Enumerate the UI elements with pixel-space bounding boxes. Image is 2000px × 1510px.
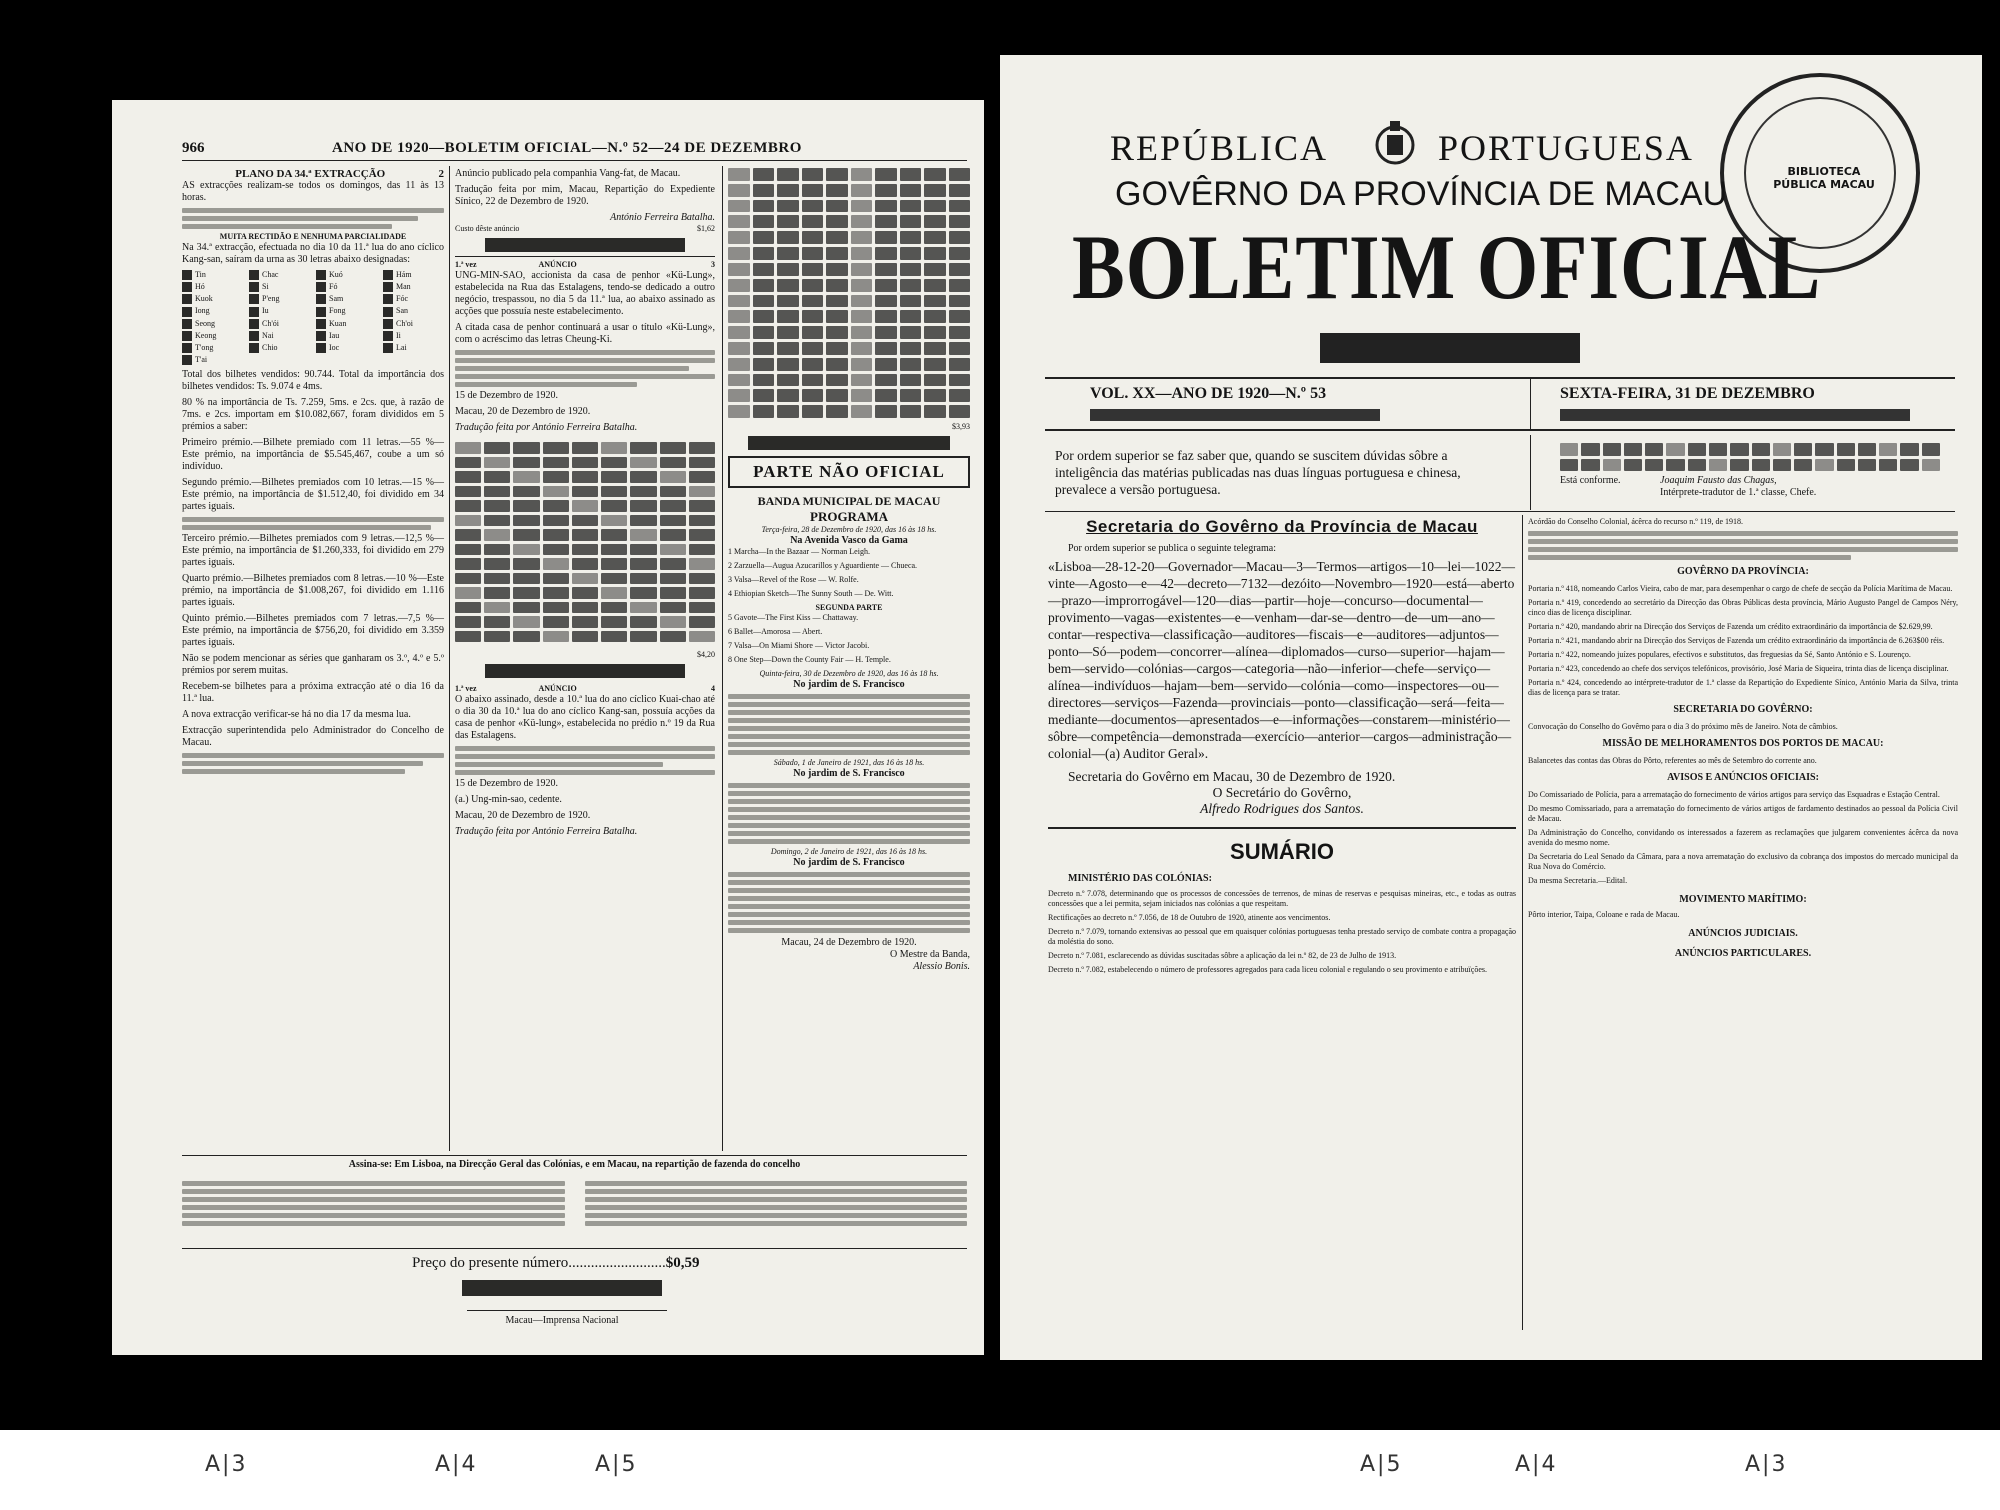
acordao: Acórdão do Conselho Colonial, ácêrca do recurso n.º 119, de 1918. [1528, 517, 1744, 526]
right-page [1000, 55, 1982, 1360]
lottery-para: Na 34.ª extracção, efectuada no dia 10 da 11.ª lua do ano cíclico Kang-san, saíram da urna as 30 letras abaixo designadas: [182, 242, 444, 265]
program-item: 7 Valsa—On Miami Shore — Victor Jacobi. [728, 641, 870, 650]
aviso-item: Do mesmo Comissariado, para a arrematação do fornecimento de vários artigos de fardamento destinados ao pessoal da Polícia Civil de Macau. [1528, 804, 1958, 823]
ann-top-text: Anúncio publicado pela companhia Vang-fat, de Macau. [455, 168, 681, 179]
segunda-parte: SEGUNDA PARTE [815, 603, 883, 612]
portaria-item: Portaria n.º 419, concedendo ao secretário da Direcção das Obras Públicas desta província, Mário Augusto Pangel de Campos Néry, cinco dias de licença disciplinar. [1528, 598, 1958, 617]
ann-text-2: A citada casa de penhor continuará a usar o título «Kü-Lung», com o acréscimo das letras Cheung-Ki. [455, 322, 715, 345]
prize-5: Quinto prémio.—Bilhetes premiados com 7 letras.—7,5 %—Este prémio, na importância de $756,20, foi dividido em 3.359 partes iguais. [182, 613, 444, 649]
lottery-letter-name: Chac [262, 270, 279, 279]
secretaria-date: Secretaria do Govêrno em Macau, 30 de Dezembro de 1920. [1068, 769, 1396, 784]
portaria-item: Portaria n.º 423, concedendo ao chefe dos serviços telefónicos, provisório, José Maria de Siqueira, trinta dias de licença disciplinar. [1528, 664, 1949, 673]
lottery-letter [249, 319, 310, 329]
portaria-item: Portaria n.º 424, concedendo ao intérprete-tradutor de 1.ª classe da Repartição do Expediente Sínico, António Maria da Silva, trinta dias de licença para se tratar. [1528, 678, 1958, 697]
ann-vez: 1.ª vez [455, 260, 477, 269]
aviso-item: Da Administração do Concelho, convidando os interessados a fazerem as reclamações que julgarem convenientes ácêrca da nova avenida do mesmo nome. [1528, 828, 1958, 847]
lottery-letter [316, 294, 377, 304]
movimento-heading: MOVIMENTO MARÍTIMO: [1679, 894, 1807, 905]
lottery-letter [182, 270, 243, 280]
program-item: 4 Ethiopian Sketch—The Sunny South — De. Witt. [728, 589, 894, 598]
lottery-letter-name: San [396, 306, 408, 316]
republica-right: PORTUGUESA [1438, 128, 1694, 168]
conforme-role: Intérprete-tradutor de 1.ª classe, Chefe. [1660, 487, 1817, 498]
ann2-date: 15 de Dezembro de 1920. [455, 778, 559, 789]
lottery-letter [383, 331, 444, 341]
preco-value: $0,59 [665, 1255, 700, 1271]
ann2-label: ANÚNCIO [538, 684, 577, 693]
imprensa: Macau—Imprensa Nacional [505, 1315, 619, 1326]
lottery-letter [383, 306, 444, 316]
film-mark-3: A|5 [595, 1452, 638, 1477]
chinese-masthead [1320, 333, 1580, 363]
chinese-notice [1560, 443, 1940, 471]
secretaria-gov-text: Convocação do Conselho do Govêrno para o dia 3 do próximo mês de Janeiro. Nota de câmbios. [1528, 722, 1838, 731]
ann-sig: Macau, 20 de Dezembro de 1920. [455, 406, 591, 417]
ann2-trad: Tradução feita por António Ferreira Batalha. [455, 826, 638, 837]
lottery-letter-name: Si [262, 282, 269, 292]
custo-price-3: $3,93 [952, 422, 970, 431]
film-mark-6: A|3 [1745, 1452, 1788, 1477]
missao-text: Balancetes das contas das Obras do Pôrto, referentes ao mês de Setembro do corrente ano. [1528, 756, 1817, 765]
lottery-intro: AS extracções realizam-se todos os domingos, das 11 às 13 horas. [182, 180, 444, 203]
lottery-letter-name: Kuó [329, 270, 343, 279]
aviso-item: Da mesma Secretaria.—Edital. [1528, 876, 1628, 885]
ann2-sig: (a.) Ung-min-sao, cedente. [455, 794, 562, 805]
lottery-title: PLANO DA 34.ª EXTRACÇÃO [235, 168, 386, 180]
sumario-item: Rectificações ao decreto n.º 7.056, de 18 de Outubro de 1920, atinente aos vencimentos. [1048, 913, 1331, 922]
program-item: 5 Gavote—The First Kiss — Chattaway. [728, 613, 859, 622]
assina-line: Assina-se: Em Lisboa, na Direcção Geral das Colónias, e em Macau, na repartição de fazenda do concelho [348, 1159, 801, 1170]
ann-date: 15 de Dezembro de 1920. [455, 390, 559, 401]
lottery-letter [383, 294, 444, 304]
lottery-letter [316, 270, 377, 280]
prize-1: Primeiro prémio.—Bilhete premiado com 11 letras.—55 %—Este prémio, na importância de $5.545,467, coube a um só indivíduo. [182, 437, 444, 473]
lottery-letter [383, 270, 444, 280]
program-list-1b [728, 613, 970, 665]
lottery-letter [182, 282, 243, 292]
ann-trad: Tradução feita por António Ferreira Batalha. [455, 422, 638, 433]
lottery-number: 2 [438, 168, 444, 180]
sumario-item: Decreto n.º 7.078, determinando que os processos de concessões de terrenos, de minas de reservas e pesquisas mineiras, etc., e todas as outras concessões que a lei permita, sejam iniciados nas colónias a que respeitam. [1048, 889, 1516, 908]
governo-provincia-heading: GOVÊRNO DA PROVÍNCIA: [1677, 566, 1809, 577]
ann2-vez: 1.ª vez [455, 684, 477, 693]
section-title: PARTE NÃO OFICIAL [753, 462, 945, 481]
lottery-letter-name: Hó [195, 282, 205, 292]
prize-3: Terceiro prémio.—Bilhetes premiados com 9 letras.—12,5 %—Este prémio, na importância de $1.260,333, foi dividido em 279 partes iguais. [182, 533, 444, 569]
lottery-letter [182, 331, 243, 341]
lottery-letter-name: Sam [329, 294, 344, 304]
lottery-letter-name: Ch'ói [262, 318, 279, 328]
lottery-letter-name: Seong [195, 318, 215, 328]
chinese-announcement-text [455, 442, 715, 642]
ann-label: ANÚNCIO [538, 260, 577, 269]
particulares-heading: ANÚNCIOS PARTICULARES. [1674, 948, 1812, 959]
ann-num: 3 [711, 260, 715, 269]
lottery-letter [316, 306, 377, 316]
banda-title: BANDA MUNICIPAL DE MACAU [757, 494, 941, 508]
lottery-letter [182, 319, 243, 329]
program-date-1: Terça-feira, 28 de Dezembro de 1920, das 16 às 18 hs. [761, 525, 937, 534]
lottery-letter-name: Keong [195, 330, 217, 340]
program-item: 3 Valsa—Revel of the Rose — W. Rolfe. [728, 575, 859, 584]
portaria-item: Portaria n.º 421, mandando abrir na Direcção dos Serviços de Fazenda um crédito extraordinário da importância de 6.263$00 réis. [1528, 636, 1945, 645]
portaria-item: Portaria n.º 422, nomeando juízes populares, efectivos e substitutos, das freguesias da Sé, Santo António e S. Lourenço. [1528, 650, 1911, 659]
date-line: SEXTA-FEIRA, 31 DE DEZEMBRO [1560, 385, 1815, 402]
lottery-note-3: A nova extracção verificar-se há no dia 17 da mesma lua. [182, 709, 411, 721]
lottery-letter [182, 294, 243, 304]
lottery-letter-name: Fó [329, 282, 338, 292]
lottery-letter-name: Hám [396, 270, 412, 279]
ann-text: UNG-MIN-SAO, accionista da casa de penhor «Kü-Lung», estabelecida na Rua das Estalagens, tendo-se dedicado a outro negócio, trespassou, no dia 5 da 11.ª lua, ao abaixo assinado as acções que possuía neste estabelecimento. [455, 270, 715, 317]
secretaria-role: O Secretário do Govêrno, [1212, 785, 1352, 800]
lottery-letter [383, 343, 444, 353]
section-title-box [728, 456, 970, 488]
lottery-letter-name: Iong [195, 306, 210, 316]
prize-2: Segundo prémio.—Bilhetes premiados com 10 letras.—15 %—Este prémio, na importância de $1.512,40, foi dividido em 34 partes iguais. [182, 477, 444, 513]
language-notice: Por ordem superior se faz saber que, quando se suscitem dúvidas sôbre a inteligência das matérias publicadas nas duas línguas portuguesa e chinesa, prevalece a versão portuguesa. [1055, 448, 1461, 497]
lottery-totals: Total dos bilhetes vendidos: 90.744. Total da importância dos bilhetes vendidos: Ts. 9.074 e 4ms. [182, 369, 444, 393]
governo-title: GOVÊRNO DA PROVÍNCIA DE MACAU [1115, 175, 1728, 213]
film-strip [0, 1430, 2000, 1510]
ann-top-sign: António Ferreira Batalha. [610, 212, 715, 223]
lottery-letter-name: Tin [195, 270, 206, 279]
film-mark-4: A|5 [1360, 1452, 1403, 1477]
sumario-item: Decreto n.º 7.082, estabelecendo o número de professores agregados para cada liceu colonial e regulando o seu provimento e atribuïções. [1048, 965, 1487, 974]
program-item: 6 Ballet—Amorosa — Abert. [728, 627, 823, 636]
sumario-item: Decreto n.º 7.079, tornando extensivas ao pessoal que em quaisquer colónias portuguesas tenha prestado serviço de combate contra a propagação da moléstia do sono. [1048, 927, 1516, 946]
program-list-1 [728, 547, 970, 599]
lottery-letter-name: Lai [396, 342, 407, 352]
program-place: Macau, 24 de Dezembro de 1920. [781, 937, 917, 948]
maestro-role: O Mestre da Banda, [890, 949, 970, 960]
program-item: 2 Zarzuella—Augua Azucarillos y Aguardiente — Chueca. [728, 561, 918, 570]
prize-4: Quarto prémio.—Bilhetes premiados com 8 letras.—10 %—Este prémio, na importância de $1.008,267, foi dividido em 1.116 partes iguais. [182, 573, 444, 609]
lottery-letter [249, 270, 310, 280]
lottery-note-4: Extracção superintendida pelo Administrador do Concelho de Macau. [182, 725, 444, 749]
secretaria-gov-heading: SECRETARIA DO GOVÊRNO: [1673, 704, 1813, 715]
lottery-letter-name: Kuok [195, 294, 213, 304]
lottery-letter-name: Iau [329, 330, 340, 340]
sumario-continued-column [1528, 517, 1958, 964]
lottery-letter [316, 319, 377, 329]
chinese-price-line [462, 1280, 662, 1296]
sumario-list [1048, 889, 1516, 975]
conforme-sig: Joaquim Fausto das Chagas, [1660, 475, 1777, 486]
movimento-text: Pôrto interior, Taipa, Coloane e rada de Macau. [1528, 910, 1680, 919]
chinese-notice-text [728, 168, 970, 418]
ann2-num: 4 [711, 684, 715, 693]
preco-line: Preço do presente número..........................$0,59 [412, 1255, 700, 1271]
coat-of-arms-icon [1368, 115, 1423, 170]
lottery-column [182, 168, 444, 777]
program-column [728, 168, 970, 973]
custo-price-2: $4,20 [697, 650, 715, 659]
secretaria-intro: Por ordem superior se publica o seguinte telegrama: [1068, 543, 1276, 554]
lottery-letter-name: Chio [262, 342, 278, 352]
maestro-name: Alessio Bonis. [913, 961, 970, 972]
aviso-item: Da Secretaria do Leal Senado da Câmara, para a nova arrematação do exclusivo da cobrança dos impostos do mercado municipal da Rua Nova do Comércio. [1528, 852, 1958, 871]
lottery-letter [182, 355, 243, 365]
boletim-title: BOLETIM OFICIAL [1072, 216, 1822, 318]
lottery-letter [383, 282, 444, 292]
program-item: 1 Marcha—In the Bazaar — Norman Leigh. [728, 547, 870, 556]
lottery-letter [182, 343, 243, 353]
lottery-note-2: Recebem-se bilhetes para a próxima extracção até o dia 16 da 11.ª lua. [182, 681, 444, 705]
aviso-item: Do Comissariado de Polícia, para a arrematação do fornecimento de vários artigos para serviço das Esquadras e Estação Central. [1528, 790, 1940, 799]
missao-heading: MISSÃO DE MELHORAMENTOS DOS PORTOS DE MACAU: [1602, 738, 1884, 749]
lottery-letter-name: P'eng [262, 294, 280, 304]
stamp-text: BIBLIOTECA PÚBLICA MACAU [1773, 165, 1875, 191]
portaria-item: Portaria n.º 420, mandando abrir na Direcção dos Serviços de Fazenda um crédito extraordinário da importância de $2.629,99. [1528, 622, 1933, 631]
avisos-heading: AVISOS E ANÚNCIOS OFICIAIS: [1667, 772, 1819, 783]
lottery-letter-name: Fong [329, 306, 346, 316]
custo-price: $1,62 [697, 224, 715, 233]
lottery-letters-table [182, 270, 444, 365]
lottery-letter-name: Nai [262, 330, 274, 340]
ministerio-heading: MINISTÉRIO DAS COLÓNIAS: [1068, 873, 1212, 884]
left-page [112, 100, 984, 1355]
lottery-letter-name: T'ong [195, 342, 214, 352]
judiciais-heading: ANÚNCIOS JUDICIAIS. [1688, 928, 1798, 939]
chinese-date-line [1560, 409, 1910, 421]
lottery-prizes-intro: 80 % na importância de Ts. 7.259, 5ms. e 2cs. que, à razão de 7ms. e 2cs. importam em $10.082,667, foram divididos em 5 prémios a saber: [182, 397, 444, 433]
custo-label: Custo dêste anúncio [455, 224, 520, 233]
lottery-letter [249, 331, 310, 341]
ann-top-trad: Tradução feita por mim, Macau, Repartição do Expediente Sínico, 22 de Dezembro de 1920. [455, 184, 715, 207]
program-date-3: Sábado, 1 de Janeiro de 1921, das 16 às 18 hs. [773, 758, 925, 767]
republica-left: REPÚBLICA [1110, 128, 1329, 168]
lottery-letter [383, 319, 444, 329]
program-venue-2: No jardim de S. Francisco [793, 679, 905, 690]
lottery-letter-name: Fóc [396, 294, 408, 304]
page-header: ANO DE 1920—BOLETIM OFICIAL—N.º 52—24 DE DEZEMBRO [332, 140, 802, 156]
preco-label: Preço do presente número [412, 1255, 569, 1271]
conforme: Está conforme. [1560, 475, 1621, 486]
lottery-note-1: Não se podem mencionar as séries que ganharam os 3.º, 4.º e 5.º prémios por serem muitas. [182, 653, 444, 677]
lottery-letter-name: Kuan [329, 318, 347, 328]
portaria-item: Portaria n.º 418, nomeando Carlos Vieira, cabo de mar, para desempenhar o cargo de chefe de secção da Polícia Marítima de Macau. [1528, 584, 1953, 593]
secretaria-title: Secretaria do Govêrno da Província de Macau [1086, 517, 1478, 536]
film-mark-5: A|4 [1515, 1452, 1558, 1477]
sumario-item: Decreto n.º 7.081, esclarecendo as dúvidas suscitadas sôbre a aplicação da lei n.º 82, de 23 de Julho de 1913. [1048, 951, 1397, 960]
programa-title: PROGRAMA [810, 509, 888, 524]
program-venue-3: No jardim de S. Francisco [793, 768, 905, 779]
lottery-letter-name: Ii [396, 330, 401, 340]
secretaria-column [1048, 517, 1516, 979]
secretaria-name: Alfredo Rodrigues dos Santos. [1200, 801, 1364, 816]
lottery-letter [249, 294, 310, 304]
lottery-letter-name: Man [396, 282, 411, 292]
volume-line: VOL. XX—ANO DE 1920—N.º 53 [1090, 385, 1327, 402]
program-item: 8 One Step—Down the County Fair — H. Temple. [728, 655, 891, 664]
program-date-2: Quinta-feira, 30 de Dezembro de 1920, das 16 às 18 hs. [759, 669, 939, 678]
program-date-4: Domingo, 2 de Janeiro de 1921, das 16 às 18 hs. [770, 847, 928, 856]
lottery-letter-name: Iu [262, 306, 269, 316]
lottery-letter-name: T'ai [195, 355, 208, 365]
ann2-text: O abaixo assinado, desde a 10.ª lua do ano cíclico Kuai-chao até o dia 30 da 10.ª lua do ano cíclico Kang-san, possuía acções da casa de penhor «Kü-lung», estabelecida no prédio n.º 19 da Rua das Estalagens. [455, 694, 715, 741]
chinese-volume-line [1090, 409, 1380, 421]
sumario-title: SUMÁRIO [1230, 839, 1334, 864]
lottery-letter [316, 343, 377, 353]
film-mark-1: A|3 [205, 1452, 248, 1477]
lottery-letter [316, 331, 377, 341]
ann2-place: Macau, 20 de Dezembro de 1920. [455, 810, 591, 821]
lottery-letter [316, 282, 377, 292]
lottery-letter-name: Ch'oi [396, 318, 413, 328]
subscription-table [182, 1178, 967, 1229]
portarias-list [1528, 584, 1958, 698]
page-number: 966 [182, 140, 205, 156]
lottery-letter [249, 306, 310, 316]
film-mark-2: A|4 [435, 1452, 478, 1477]
lottery-letter-name: Ioc [329, 342, 340, 352]
lottery-letter [249, 282, 310, 292]
lottery-letter [182, 306, 243, 316]
program-venue-4: No jardim de S. Francisco [793, 857, 905, 868]
lottery-subtitle: MUITA RECTIDÃO E NENHUMA PARCIALIDADE [219, 232, 407, 241]
avisos-list [1528, 790, 1958, 886]
announcement-column [455, 168, 715, 842]
lottery-letter [249, 343, 310, 353]
program-venue-1: Na Avenida Vasco da Gama [790, 535, 908, 546]
telegrama: «Lisboa—28-12-20—Governador—Macau—3—Termos—artigos—10—lei—1022—vinte—Agosto—e—42—decreto—7132—dezóito—Novembro—1920—está—aberto—prazo—improrrogável—120—dias—partir—hoje—concurso—documental—provimento—vagas—existentes—e—venham—dar-se—dentro—de—um—ano—contar—respectiva—classificação—auditores—fiscais—e—auditores—adjuntos—ponto—Só—podem—concorrer—alínea—diplomados—curso—superior—hajam—bem—servido—colónias—cargos—categoria—não—inferior—chefe—serviço—alínea—indivíduos—hajam—bem—servido—colónia—como—inspectores—ou—directores—serviços—Fazenda—provinciais—ponto—classificação—será—feita—mediante—documentos—apresentados—e—informações—constarem—ministério—sôbre—competência—demonstrada—exercício—anterior—cargos—administração—colonial—(a) Auditor Geral». [1048, 559, 1515, 761]
